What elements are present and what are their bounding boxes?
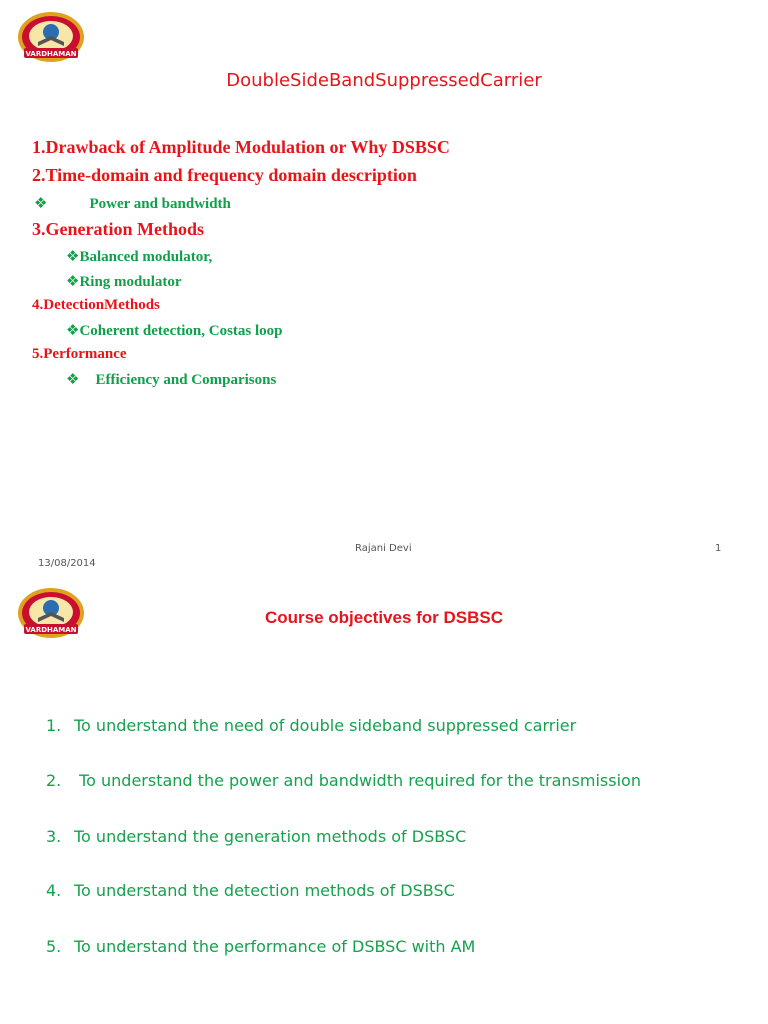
objective-number: 4. [46, 881, 62, 900]
slide-title: DoubleSideBandSuppressedCarrier [226, 70, 542, 91]
objective-5 [46, 937, 475, 956]
college-logo [16, 10, 86, 64]
objective-2 [46, 771, 641, 790]
objective-number: 3. [46, 827, 62, 846]
slide-2 [0, 578, 768, 1024]
objective-text: To understand the performance of DSBSC with AM [74, 937, 476, 956]
subtopic-label: Power and bandwidth [89, 196, 231, 212]
subtopic-power-bandwidth [34, 194, 231, 213]
objective-1 [46, 716, 576, 735]
topic-generation: 3.Generation Methods [32, 219, 204, 239]
subtopic-label: Ring modulator [79, 274, 182, 290]
objective-text: To understand the need of double sideband suppressed carrier [74, 716, 577, 735]
topic-drawback: 1.Drawback of Amplitude Modulation or Why DSBSC [32, 137, 450, 157]
objective-number: 2. [46, 771, 62, 790]
topic-performance: 5.Performance [32, 346, 127, 362]
slide-title: Course objectives for DSBSC [264, 608, 504, 627]
objective-4 [46, 881, 455, 900]
page-number: 1 [715, 543, 722, 554]
subtopic-ring-modulator [66, 272, 182, 291]
objective-3 [46, 827, 466, 846]
subtopic-balanced-modulator [66, 247, 212, 266]
footer-date: 13/08/2014 [38, 558, 96, 569]
objective-number: 1. [46, 716, 62, 735]
bullet-icon: ❖ [34, 194, 48, 212]
objective-text: To understand the power and bandwidth required for the transmission [74, 771, 641, 790]
topic-detection: 4.DetectionMethods [32, 297, 160, 313]
bullet-icon: ❖ [66, 321, 80, 339]
subtopic-label: Efficiency and Comparisons [95, 372, 277, 388]
objective-text: To understand the generation methods of DSBSC [74, 827, 467, 846]
subtopic-efficiency [66, 370, 276, 389]
objective-text: To understand the detection methods of DSBSC [74, 881, 455, 900]
logo-text: VARDHAMAN [25, 626, 77, 634]
topic-time-frequency: 2.Time-domain and frequency domain description [32, 165, 417, 185]
bullet-icon: ❖ [66, 247, 80, 265]
subtopic-label: Balanced modulator, [79, 249, 213, 265]
objective-number: 5. [46, 937, 62, 956]
bullet-icon: ❖ [66, 370, 80, 388]
subtopic-coherent-detection [66, 321, 283, 340]
logo-text: VARDHAMAN [25, 50, 77, 58]
subtopic-label: Coherent detection, Costas loop [79, 323, 283, 339]
bullet-icon: ❖ [66, 272, 80, 290]
footer-author: Rajani Devi [355, 543, 412, 554]
